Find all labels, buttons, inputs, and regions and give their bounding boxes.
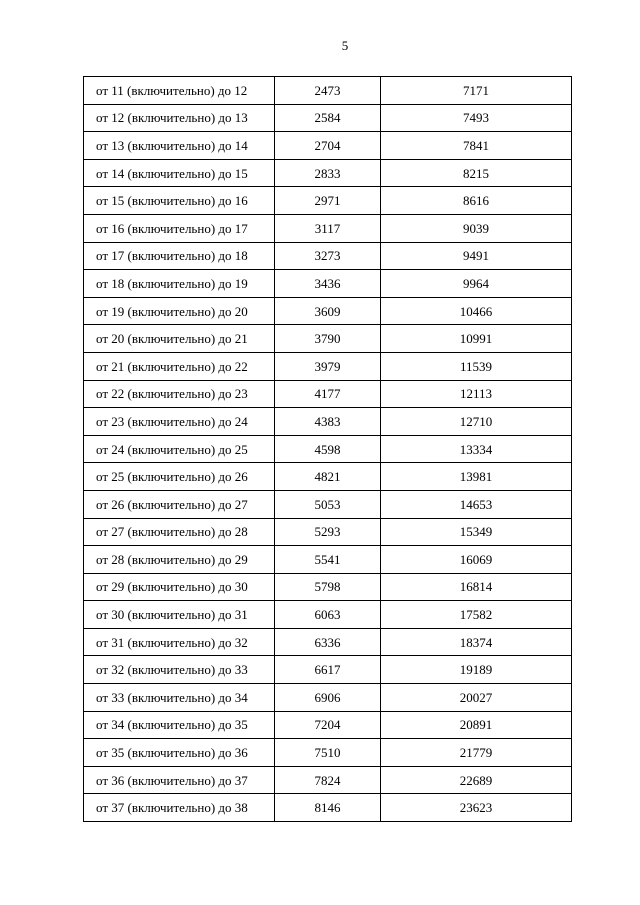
range-cell: от 32 (включительно) до 33 xyxy=(84,656,275,684)
table-row xyxy=(84,766,572,794)
value2-cell: 9491 xyxy=(381,242,572,270)
value1-cell: 4821 xyxy=(275,463,381,491)
range-cell: от 36 (включительно) до 37 xyxy=(84,766,275,794)
range-cell: от 27 (включительно) до 28 xyxy=(84,518,275,546)
value1-cell: 4598 xyxy=(275,435,381,463)
range-cell: от 23 (включительно) до 24 xyxy=(84,408,275,436)
value1-cell: 3609 xyxy=(275,297,381,325)
value2-cell: 7841 xyxy=(381,132,572,160)
table-row xyxy=(84,546,572,574)
value2-cell: 15349 xyxy=(381,518,572,546)
table-row xyxy=(84,380,572,408)
range-cell: от 12 (включительно) до 13 xyxy=(84,104,275,132)
value1-cell: 5053 xyxy=(275,490,381,518)
table-row xyxy=(84,242,572,270)
value2-cell: 16814 xyxy=(381,573,572,601)
table-row xyxy=(84,270,572,298)
range-cell: от 25 (включительно) до 26 xyxy=(84,463,275,491)
table-row xyxy=(84,187,572,215)
value2-cell: 21779 xyxy=(381,739,572,767)
value2-cell: 7171 xyxy=(381,77,572,105)
range-cell: от 33 (включительно) до 34 xyxy=(84,684,275,712)
range-cell: от 11 (включительно) до 12 xyxy=(84,77,275,105)
value2-cell: 12710 xyxy=(381,408,572,436)
table-row xyxy=(84,104,572,132)
range-cell: от 13 (включительно) до 14 xyxy=(84,132,275,160)
table-row xyxy=(84,794,572,822)
value2-cell: 10466 xyxy=(381,297,572,325)
table-row xyxy=(84,352,572,380)
value1-cell: 2833 xyxy=(275,159,381,187)
table-row xyxy=(84,573,572,601)
range-cell: от 18 (включительно) до 19 xyxy=(84,270,275,298)
table-row xyxy=(84,601,572,629)
table-row xyxy=(84,656,572,684)
value1-cell: 3790 xyxy=(275,325,381,353)
value1-cell: 2584 xyxy=(275,104,381,132)
value1-cell: 2473 xyxy=(275,77,381,105)
value1-cell: 3436 xyxy=(275,270,381,298)
value2-cell: 13981 xyxy=(381,463,572,491)
table-row xyxy=(84,435,572,463)
value1-cell: 6063 xyxy=(275,601,381,629)
value1-cell: 5293 xyxy=(275,518,381,546)
table-row xyxy=(84,490,572,518)
value1-cell: 5798 xyxy=(275,573,381,601)
value2-cell: 8215 xyxy=(381,159,572,187)
table-row xyxy=(84,77,572,105)
value1-cell: 8146 xyxy=(275,794,381,822)
range-cell: от 16 (включительно) до 17 xyxy=(84,214,275,242)
table-row xyxy=(84,463,572,491)
value2-cell: 14653 xyxy=(381,490,572,518)
value2-cell: 12113 xyxy=(381,380,572,408)
range-cell: от 30 (включительно) до 31 xyxy=(84,601,275,629)
value2-cell: 10991 xyxy=(381,325,572,353)
value2-cell: 23623 xyxy=(381,794,572,822)
table-row xyxy=(84,325,572,353)
value1-cell: 6906 xyxy=(275,684,381,712)
value2-cell: 13334 xyxy=(381,435,572,463)
table-row xyxy=(84,297,572,325)
value2-cell: 20027 xyxy=(381,684,572,712)
data-table xyxy=(83,76,572,822)
value2-cell: 7493 xyxy=(381,104,572,132)
table-body xyxy=(84,77,572,822)
value1-cell: 6617 xyxy=(275,656,381,684)
value1-cell: 6336 xyxy=(275,628,381,656)
value1-cell: 2704 xyxy=(275,132,381,160)
table-row xyxy=(84,739,572,767)
value2-cell: 9964 xyxy=(381,270,572,298)
table-row xyxy=(84,408,572,436)
value2-cell: 8616 xyxy=(381,187,572,215)
value1-cell: 7204 xyxy=(275,711,381,739)
value2-cell: 19189 xyxy=(381,656,572,684)
table-row xyxy=(84,132,572,160)
value1-cell: 5541 xyxy=(275,546,381,574)
table-row xyxy=(84,214,572,242)
table-row xyxy=(84,684,572,712)
range-cell: от 21 (включительно) до 22 xyxy=(84,352,275,380)
table-row xyxy=(84,518,572,546)
range-cell: от 19 (включительно) до 20 xyxy=(84,297,275,325)
range-cell: от 17 (включительно) до 18 xyxy=(84,242,275,270)
value2-cell: 9039 xyxy=(381,214,572,242)
value1-cell: 7824 xyxy=(275,766,381,794)
value1-cell: 3273 xyxy=(275,242,381,270)
range-cell: от 26 (включительно) до 27 xyxy=(84,490,275,518)
value2-cell: 16069 xyxy=(381,546,572,574)
value2-cell: 20891 xyxy=(381,711,572,739)
value1-cell: 4177 xyxy=(275,380,381,408)
range-cell: от 29 (включительно) до 30 xyxy=(84,573,275,601)
page-number: 5 xyxy=(341,38,349,53)
range-cell: от 31 (включительно) до 32 xyxy=(84,628,275,656)
value1-cell: 2971 xyxy=(275,187,381,215)
value1-cell: 3117 xyxy=(275,214,381,242)
range-cell: от 24 (включительно) до 25 xyxy=(84,435,275,463)
value1-cell: 4383 xyxy=(275,408,381,436)
range-cell: от 34 (включительно) до 35 xyxy=(84,711,275,739)
table-row xyxy=(84,159,572,187)
table-row xyxy=(84,711,572,739)
value1-cell: 3979 xyxy=(275,352,381,380)
range-cell: от 22 (включительно) до 23 xyxy=(84,380,275,408)
value1-cell: 7510 xyxy=(275,739,381,767)
value2-cell: 17582 xyxy=(381,601,572,629)
range-cell: от 35 (включительно) до 36 xyxy=(84,739,275,767)
range-cell: от 14 (включительно) до 15 xyxy=(84,159,275,187)
table-row xyxy=(84,628,572,656)
value2-cell: 22689 xyxy=(381,766,572,794)
value2-cell: 18374 xyxy=(381,628,572,656)
range-cell: от 28 (включительно) до 29 xyxy=(84,546,275,574)
value2-cell: 11539 xyxy=(381,352,572,380)
range-cell: от 15 (включительно) до 16 xyxy=(84,187,275,215)
range-cell: от 37 (включительно) до 38 xyxy=(84,794,275,822)
range-cell: от 20 (включительно) до 21 xyxy=(84,325,275,353)
